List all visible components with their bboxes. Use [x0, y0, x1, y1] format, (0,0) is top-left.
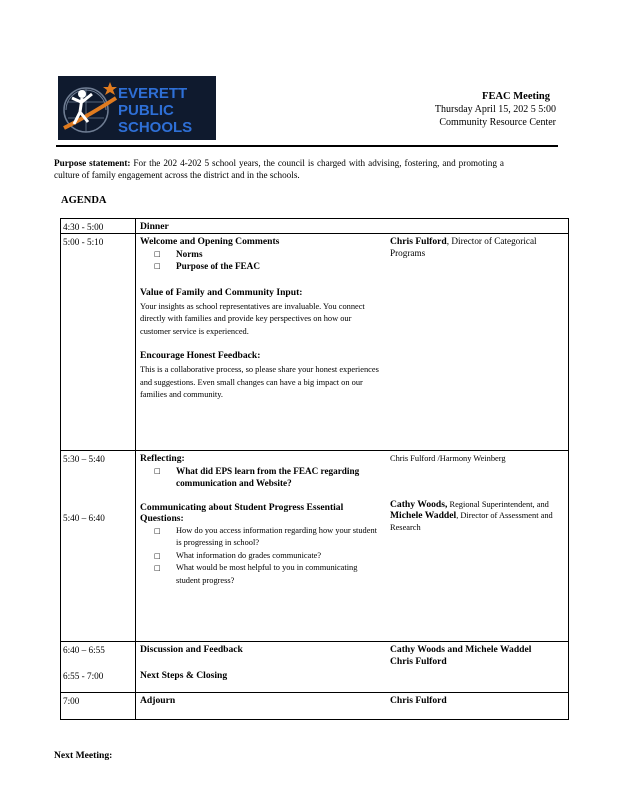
agenda-table: [60, 218, 569, 720]
time-slot: 5:40 – 6:40: [63, 513, 105, 523]
item-title: Reflecting:: [140, 453, 185, 464]
presenter: Chris Fulford /Harmony Weinberg: [390, 454, 506, 463]
time-slot: 6:55 - 7:00: [63, 671, 104, 681]
bullet-item: □ What would be most helpful to you in communicating student progress?: [154, 562, 380, 587]
meeting-header: [435, 90, 556, 129]
presenter: Michele Waddel, Director of Assessment and Research: [390, 510, 553, 532]
time-slot: 4:30 - 5:00: [63, 222, 104, 232]
item-title: Dinner: [140, 221, 169, 232]
square-bullet-icon: □: [154, 466, 161, 475]
item-title: Welcome and Opening Comments: [140, 236, 280, 247]
agenda-row: [60, 451, 569, 642]
agenda-row: [60, 693, 569, 720]
item-description: This is a collaborative process, so please share your honest experiences and suggestions. Even small changes can have a big impact on our families and community.: [140, 365, 379, 399]
purpose-statement: [54, 157, 504, 181]
item-title: Adjourn: [140, 695, 176, 706]
agenda-row: [60, 642, 569, 693]
bullet-item: □ Norms: [154, 248, 203, 259]
agenda-row: [60, 218, 569, 234]
item-description: Your insights as school representatives are invaluable. You connect directly with families and provide key perspectives on how our customer service is experienced.: [140, 302, 365, 336]
presenter: Cathy Woods and Michele Waddel: [390, 644, 532, 655]
agenda-row: [60, 234, 569, 451]
item-title: Discussion and Feedback: [140, 644, 243, 655]
next-meeting-label: Next Meeting:: [54, 750, 113, 761]
item-title: Next Steps & Closing: [140, 669, 228, 681]
purpose-text: For the 202 4-202 5 school years, the council is charged with advising, fostering, and promoting a culture of family engagement across the district and in the schools.: [54, 158, 504, 180]
bullet-item: □ Purpose of the FEAC: [154, 261, 260, 271]
logo-line-1: EVERETT: [118, 85, 188, 102]
purpose-label: Purpose statement:: [54, 158, 131, 168]
time-slot: 7:00: [63, 696, 80, 706]
meeting-location: Community Resource Center: [439, 117, 556, 128]
item-title: Value of Family and Community Input:: [140, 286, 303, 298]
square-bullet-icon: □: [154, 526, 161, 535]
meeting-title: FEAC Meeting: [482, 91, 550, 102]
logo-line-3: SCHOOLS: [118, 119, 193, 136]
item-title: Communicating about Student Progress Essential Questions:: [140, 501, 344, 524]
presenter: Cathy Woods, Regional Superintendent, and: [390, 498, 549, 510]
time-slot: 5:30 – 5:40: [63, 454, 105, 464]
logo-line-2: PUBLIC: [118, 102, 174, 119]
time-slot: 6:40 – 6:55: [63, 645, 105, 655]
item-title: Encourage Honest Feedback:: [140, 349, 261, 361]
square-bullet-icon: □: [154, 564, 161, 572]
presenter: Chris Fulford: [390, 695, 447, 706]
presenter: Chris Fulford, Director of Categorical Programs: [390, 236, 537, 258]
bullet-item: □ What information do grades communicate?: [154, 550, 380, 563]
meeting-date: Thursday April 15, 202 5 5:00: [434, 104, 556, 115]
bullet-item: □ What did EPS learn from the FEAC regarding communication and Website?: [154, 465, 360, 488]
square-bullet-icon: □: [154, 249, 161, 258]
district-logo: [58, 76, 216, 140]
agenda-heading: AGENDA: [61, 195, 107, 206]
header-rule: [56, 145, 558, 147]
square-bullet-icon: □: [154, 262, 161, 270]
presenter: Chris Fulford: [390, 655, 447, 667]
bullet-item: □ How do you access information regarding how your student is progressing in school?: [154, 525, 380, 550]
square-bullet-icon: □: [154, 551, 161, 560]
time-slot: 5:00 - 5:10: [63, 237, 104, 247]
